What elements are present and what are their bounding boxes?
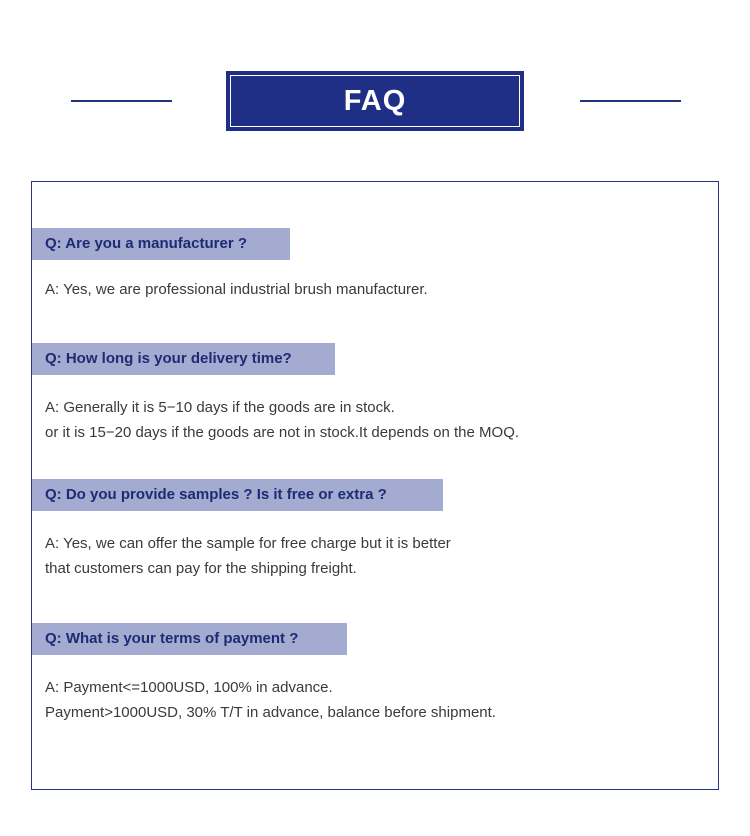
faq-question-3: Q: Do you provide samples ? Is it free or extra ? [32, 479, 443, 511]
faq-panel [31, 181, 719, 790]
faq-title-banner [226, 71, 524, 131]
faq-question-2: Q: How long is your delivery time? [32, 343, 335, 375]
header-left-divider [71, 100, 172, 102]
faq-answer-4-line-1: A: Payment<=1000USD, 100% in advance. [45, 679, 333, 696]
header-right-divider [580, 100, 681, 102]
faq-answer-1 [45, 277, 428, 302]
faq-answer-1-line-1: A: Yes, we are professional industrial brush manufacturer. [45, 281, 428, 298]
page-title: FAQ [230, 75, 520, 127]
faq-answer-2-line-2: or it is 15−20 days if the goods are not in stock.It depends on the MOQ. [45, 424, 520, 441]
faq-answer-4-line-2: Payment>1000USD, 30% T/T in advance, balance before shipment. [45, 704, 496, 721]
faq-answer-3 [45, 531, 451, 581]
faq-answer-4 [45, 675, 496, 725]
faq-question-4: Q: What is your terms of payment ? [32, 623, 347, 655]
faq-answer-3-line-2: that customers can pay for the shipping freight. [45, 560, 357, 577]
faq-answer-2-line-1: A: Generally it is 5−10 days if the goods are in stock. [45, 399, 395, 416]
faq-answer-3-line-1: A: Yes, we can offer the sample for free charge but it is better [45, 535, 451, 552]
faq-answer-2 [45, 395, 519, 445]
faq-question-1: Q: Are you a manufacturer ? [32, 228, 290, 260]
